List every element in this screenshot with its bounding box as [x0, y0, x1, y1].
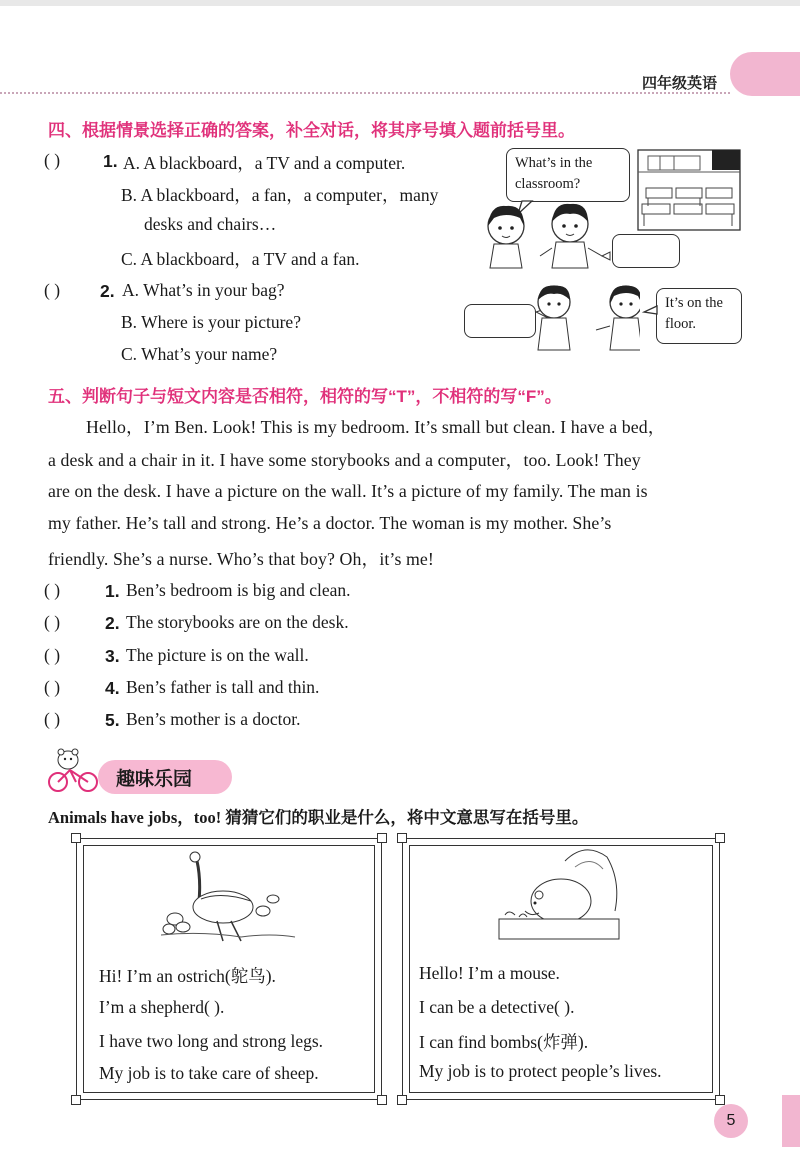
- bubble-tail: [640, 300, 660, 320]
- mouse-line-2: I can be a detective( ).: [419, 997, 575, 1017]
- tf-blank-3[interactable]: ( ): [44, 645, 61, 665]
- fun-instruction: Animals have jobs，too! 猜猜它们的职业是什么，将中文意思写在括号里。: [48, 808, 589, 827]
- page-number: 5: [714, 1104, 748, 1138]
- card-corner: [397, 833, 407, 843]
- tf-number-3: 3.: [105, 646, 120, 666]
- tf-statement-5: Ben’s mother is a doctor.: [126, 709, 301, 729]
- bicycle-bear-icon: [46, 742, 102, 796]
- subject-label: 四年级英语: [642, 75, 718, 92]
- header-divider: [0, 92, 730, 94]
- tf-statement-4: Ben’s father is tall and thin.: [126, 677, 320, 697]
- section4-title: 四、根据情景选择正确的答案，补全对话，将其序号填入题前括号里。: [48, 121, 575, 140]
- mouse-line-4: My job is to protect people’s lives.: [419, 1061, 662, 1081]
- q2-option-c: C. What’s your name?: [121, 344, 278, 364]
- card-corner: [71, 1095, 81, 1105]
- ostrich-line-2: I’m a shepherd( ).: [99, 997, 225, 1017]
- ostrich-card: [76, 838, 382, 1100]
- q1-answer-blank[interactable]: ( ): [44, 150, 61, 170]
- passage-line-1: Hello，I’m Ben. Look! This is my bedroom. It’s small but clean. I have a bed，: [86, 417, 666, 437]
- tf-number-4: 4.: [105, 678, 120, 698]
- header-tab: [730, 52, 800, 96]
- tf-number-2: 2.: [105, 613, 120, 633]
- card-corner: [397, 1095, 407, 1105]
- section5-title: 五、判断句子与短文内容是否相符，相符的写“T”，不相符的写“F”。: [48, 387, 562, 406]
- passage-line-5: friendly. She’s a nurse. Who’s that boy? Oh，it’s me!: [48, 549, 434, 569]
- card-corner: [715, 1095, 725, 1105]
- floor-scene-illustration: [520, 282, 640, 362]
- tf-number-1: 1.: [105, 581, 120, 601]
- page-edge-tab: [782, 1095, 800, 1147]
- q1-number: 1.: [103, 151, 118, 171]
- ostrich-line-1: Hi! I’m an ostrich(鸵鸟).: [99, 966, 276, 986]
- tf-blank-5[interactable]: ( ): [44, 709, 61, 729]
- card-corner: [377, 833, 387, 843]
- q1-option-a: A. A blackboard，a TV and a computer.: [123, 153, 406, 173]
- tf-blank-2[interactable]: ( ): [44, 612, 61, 632]
- fun-section-title: 趣味乐园: [116, 768, 193, 790]
- q2-answer-blank[interactable]: ( ): [44, 280, 61, 300]
- q2-number: 2.: [100, 281, 115, 301]
- tf-statement-3: The picture is on the wall.: [126, 645, 309, 665]
- card-corner: [715, 833, 725, 843]
- tf-blank-1[interactable]: ( ): [44, 580, 61, 600]
- tf-number-5: 5.: [105, 710, 120, 730]
- tf-blank-4[interactable]: ( ): [44, 677, 61, 697]
- speech-bubble-blank: [612, 234, 680, 268]
- q1-option-c: C. A blackboard，a TV and a fan.: [121, 249, 360, 269]
- card-corner: [71, 833, 81, 843]
- ostrich-line-3: I have two long and strong legs.: [99, 1031, 324, 1051]
- ostrich-illustration: [161, 849, 301, 949]
- passage-line-3: are on the desk. I have a picture on the wall. It’s a picture of my family. The man is: [48, 481, 648, 501]
- mouse-line-3: I can find bombs(炸弹).: [419, 1032, 589, 1052]
- q2-option-b: B. Where is your picture?: [121, 312, 301, 332]
- speech-bubble-question: What’s in the classroom?: [506, 148, 630, 202]
- speech-bubble-answer: It’s on the floor.: [656, 288, 742, 344]
- q1-option-b: B. A blackboard，a fan，a computer，many: [121, 185, 439, 205]
- ostrich-line-4: My job is to take care of sheep.: [99, 1063, 319, 1083]
- q2-option-a: A. What’s in your bag?: [122, 280, 285, 300]
- q1-option-b-cont: desks and chairs…: [144, 214, 277, 234]
- mouse-card: [402, 838, 720, 1100]
- card-corner: [377, 1095, 387, 1105]
- tf-statement-2: The storybooks are on the desk.: [126, 612, 349, 632]
- passage-line-2: a desk and a chair in it. I have some storybooks and a computer，too. Look! They: [48, 450, 641, 470]
- mouse-line-1: Hello! I’m a mouse.: [419, 963, 560, 983]
- top-border: [0, 0, 800, 6]
- mouse-illustration: [495, 841, 625, 951]
- passage-line-4: my father. He’s tall and strong. He’s a doctor. The woman is my mother. She’s: [48, 513, 612, 533]
- tf-statement-1: Ben’s bedroom is big and clean.: [126, 580, 351, 600]
